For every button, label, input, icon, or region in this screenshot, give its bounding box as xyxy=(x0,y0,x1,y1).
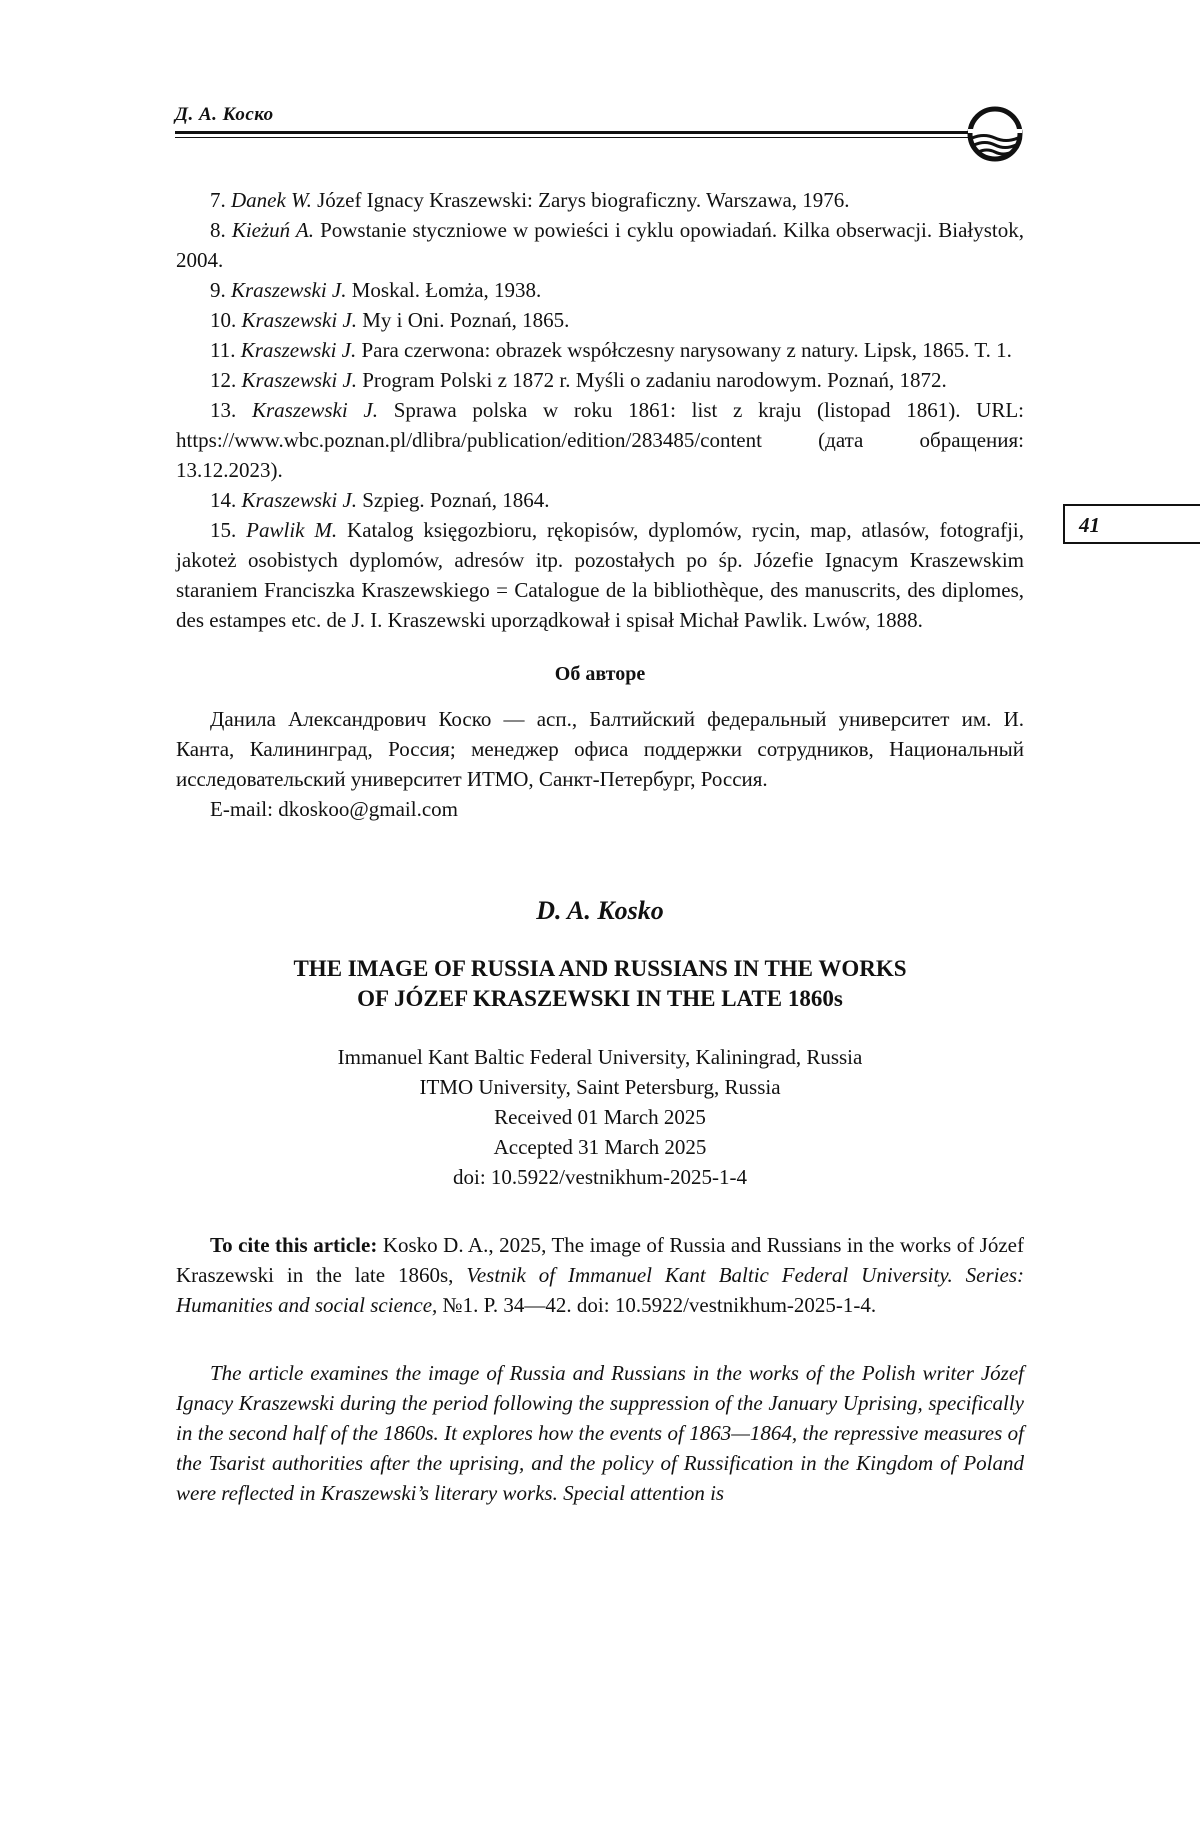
affiliation-block xyxy=(176,1042,1024,1192)
english-author: D. A. Kosko xyxy=(536,896,664,925)
reference-item: 13. Kraszewski J. Sprawa polska w roku 1861: list z kraju (listopad 1861). URL: https://www.wbc.poznan.pl/dlibra/publication/edition/283485/content (дата обращения: 13.12.2023). xyxy=(176,398,1025,482)
english-title-line: THE IMAGE OF RUSSIA AND RUSSIANS IN THE WORKS xyxy=(293,956,907,981)
journal-name: Vestnik of Immanuel Kant Baltic Federal University. Series: Humanities and social science, xyxy=(176,1263,1024,1317)
doi: doi: 10.5922/vestnikhum-2025-1-4 xyxy=(453,1165,747,1189)
citation-lead: To cite this article: xyxy=(210,1233,378,1257)
citation: To cite this article: Kosko D. A., 2025, The image of Russia and Russians in the works of Józef Kraszewski in the late 1860s, Vestnik of Immanuel Kant Baltic Federal University. Series: Humanities and social science, №1. P. 34—42. doi: 10.5922/vestnikhum-2025-1-4. xyxy=(176,1233,1024,1317)
running-head: Д. А. Коско xyxy=(175,104,274,125)
english-title-line: OF JÓZEF KRASZEWSKI IN THE LATE 1860s xyxy=(357,986,843,1011)
accepted-date: Accepted 31 March 2025 xyxy=(493,1135,707,1159)
about-author-heading: Об авторе xyxy=(554,663,646,685)
page-content xyxy=(176,185,1024,1529)
reference-item: 8. Kieżuń A. Powstanie styczniowe w powieści i cyklu opowiadań. Kilka obserwacji. Białystok, 2004. xyxy=(176,218,1024,272)
reference-item: 14. Kraszewski J. Szpieg. Poznań, 1864. xyxy=(210,488,550,512)
affiliation: Immanuel Kant Baltic Federal University, Kaliningrad, Russia xyxy=(337,1045,863,1069)
header-rule-thin xyxy=(175,137,968,138)
received-date: Received 01 March 2025 xyxy=(494,1105,706,1129)
page-number-box xyxy=(1063,504,1200,544)
reference-item: 10. Kraszewski J. My i Oni. Poznań, 1865. xyxy=(210,308,570,332)
journal-logo-icon xyxy=(966,105,1024,163)
reference-item: 9. Kraszewski J. Moskal. Łomża, 1938. xyxy=(210,278,542,302)
reference-list xyxy=(176,185,1024,635)
reference-item: 12. Kraszewski J. Program Polski z 1872 r. Myśli o zadaniu narodowym. Poznań, 1872. xyxy=(210,368,947,392)
abstract: The article examines the image of Russia and Russians in the works of the Polish writer Józef Ignacy Kraszewski during the period following the suppression of the January Uprising, specifically in the second half of the 1860s. It explores how the events of 1863—1864, the repressive measures of the Tsarist authorities after the uprising, and the policy of Russification in the Kingdom of Poland were reflected in Kraszewski’s literary works. Special attention is xyxy=(176,1361,1024,1505)
about-author-text: Данила Александрович Коско — асп., Балтийский федеральный университет им. И. Канта, Калининград, Россия; менеджер офиса поддержки сотрудников, Национальный исследовательский университет ИТМО, Санкт-Петербург, Россия. xyxy=(176,707,1024,791)
reference-item: 7. Danek W. Józef Ignacy Kraszewski: Zarys biograficzny. Warszawa, 1976. xyxy=(210,188,850,212)
author-email: E-mail: dkoskoo@gmail.com xyxy=(210,797,458,821)
affiliation: ITMO University, Saint Petersburg, Russia xyxy=(419,1075,781,1099)
reference-item: 15. Pawlik M. Katalog księgozbioru, rękopisów, dyplomów, rycin, map, atlasów, fotografji, jakoteż osobistych dyplomów, adresów itp. pozostałych po śp. Józefie Ignacym Kraszewskim staraniem Franciszka Kraszewskiego = Catalogue de la bibliothèque, des manuscrits, des diplomes, des estampes etc. de J. I. Kraszewski uporządkował i spisał Michał Pawlik. Lwów, 1888. xyxy=(176,518,1025,632)
header-rule xyxy=(175,131,968,134)
reference-item: 11. Kraszewski J. Para czerwona: obrazek współczesny narysowany z natury. Lipsk, 1865. T. 1. xyxy=(210,338,1012,362)
english-title xyxy=(176,954,1024,1014)
page-number: 41 xyxy=(1079,513,1100,537)
